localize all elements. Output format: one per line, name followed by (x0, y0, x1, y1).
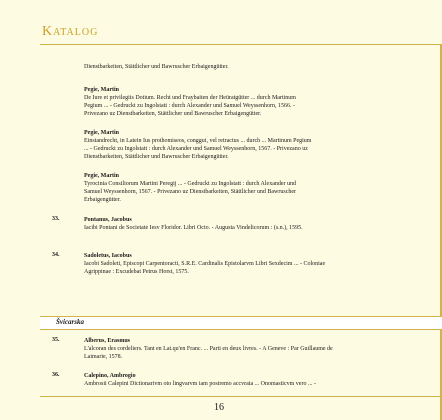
page-number: 16 (214, 402, 224, 413)
entry-line: De Iure et privilegiis Dotium. Recht und Fraybaiten der Heüratgütter ... durch Martinum (84, 95, 296, 101)
entry-heading: Sadoletus, Iacobus (84, 253, 132, 259)
entry-line: Iacibi Pontani de Societate Iesv Floridor. Libri Octo. - Augusta Vindelicorum : (s.n.), 1595. (84, 225, 303, 231)
entry-heading: Alberus, Erasmus (84, 338, 131, 344)
entry-number: 36. (52, 372, 60, 378)
entry-heading: Pegie, Martin (84, 173, 119, 179)
entry-line: Samuel Weyssenhorn, 1567. - Privezano uz Dienstbarkeiten, Stättlicher und Bawruscher (84, 189, 297, 195)
entry-line: Iacobi Sadoleti, Episcopi Carpentoracti, S.R.E. Cardinalis Epistolarvm Libri Sexdecim ... - Coloniae (84, 261, 326, 267)
footer-divider (40, 396, 442, 397)
entry-number: 35. (52, 337, 60, 343)
entry-heading: Calepino, Ambrogio (84, 373, 136, 379)
entry-line: Tyrocinia Consiliorum Martini Peregij ... - Gedruckt zu Ingolstatt : durch Alexander und (84, 181, 297, 187)
section-band (40, 316, 442, 330)
entry-heading: Pegie, Martin (84, 87, 119, 93)
entry-heading: Pontanus, Jacobus (84, 217, 132, 223)
entry-line: Pegium ... - Gedruckt zu Ingolstatt : durch Alexander und Samuel Weyssenhorn, 1566. - (84, 103, 296, 109)
entry-line: L'alcoran des cordeliers. Tant en Lat.qu'en Franc. ... Parti en deux livres. - A Geneve : Par Guillaume de (84, 346, 333, 352)
entry-line: Agrippinae : Excudebat Petrus Horst, 1575. (84, 269, 189, 275)
entry-number: 33. (52, 216, 60, 222)
entry-line: Dienstbarkeiten, Stättlicher und Bawruscher Erbaigengütter. (84, 154, 229, 160)
entry-number: 34. (52, 252, 60, 258)
entry-line: Privezano uz Dienstbarkeiten, Stättlicher und Bawruscher Erbaigengütter. (84, 111, 262, 117)
entry-line: ... - Gedruckt zu Ingolstatt : durch Alexander und Samuel Weyssenhorn, 1567. - Privezano uz (84, 146, 308, 152)
entry-line: Laimarie, 1578. (84, 354, 123, 360)
continued-text: Dienstbarkeiten, Stättlicher und Bawruscher Erbaigengütter. (84, 64, 229, 70)
entry-line: Erbaigengütter. (84, 197, 121, 203)
entry-line: Ambrosii Calepini Dictionarivm oto lingvarvm iam postremo accvrata ... Onomasticvm vero ... - (84, 381, 316, 387)
entry-heading: Pegie, Martin (84, 130, 119, 136)
entry-line: Einstandrecht, in Latein Ius prothomiseos, conggui, vel retractus ... durch ... Martinum Pegium (84, 138, 312, 144)
header-divider (40, 44, 442, 45)
page-header-title: Katalog (42, 24, 99, 39)
section-label: Švicarska (56, 318, 84, 326)
